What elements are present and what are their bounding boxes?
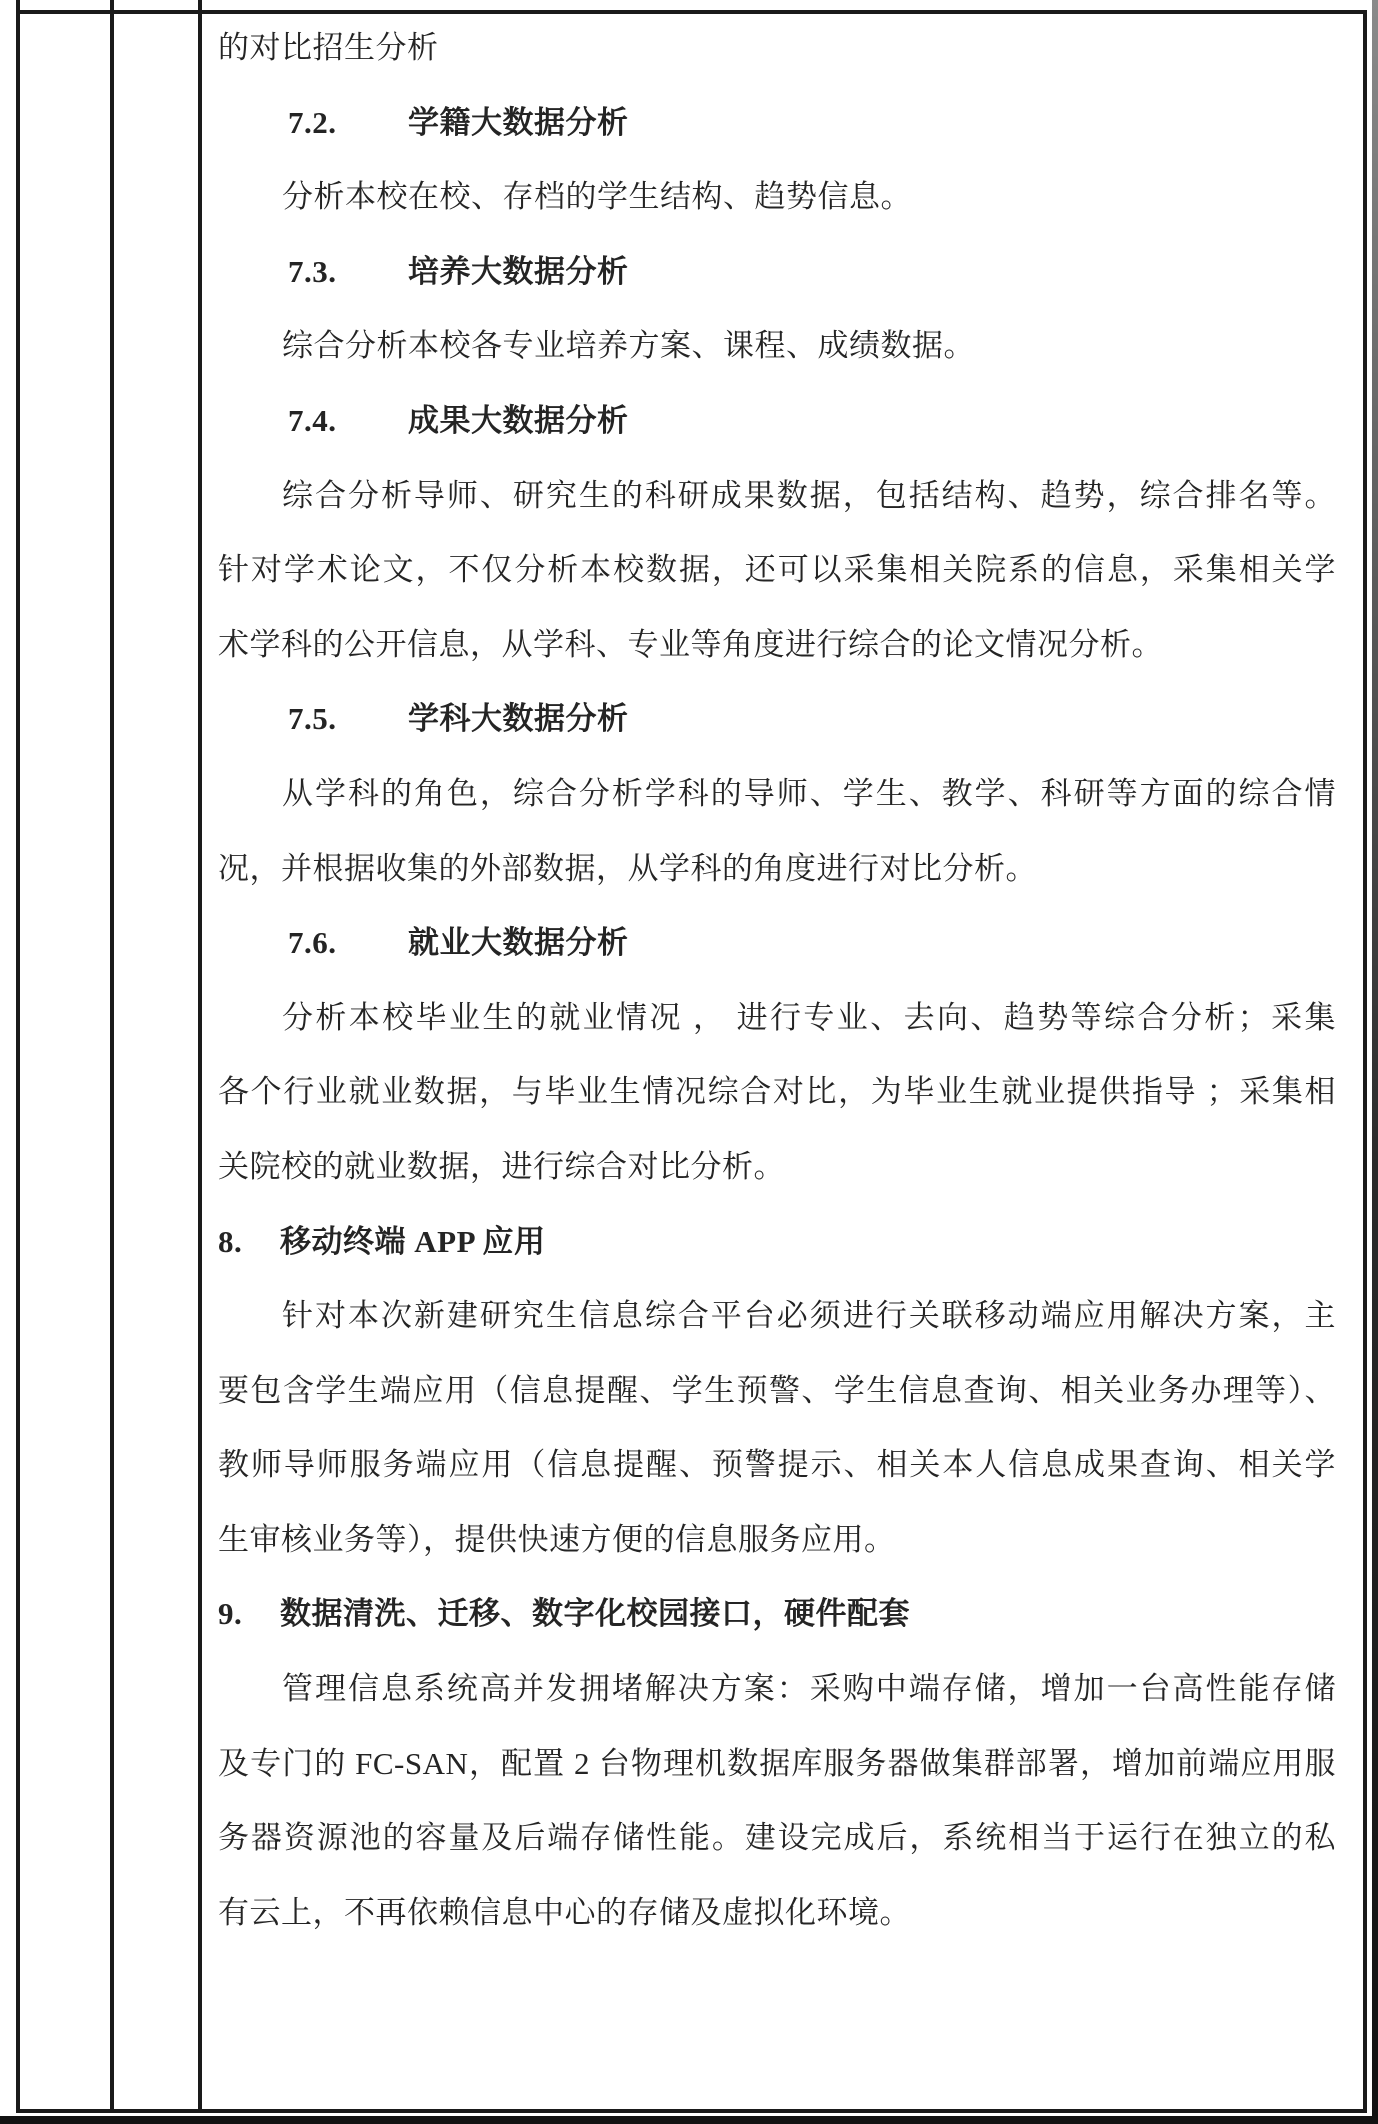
text-line: 的对比招生分析 xyxy=(218,30,439,65)
heading-label: 数据清洗、迁移、数字化校园接口，硬件配套 xyxy=(280,1596,910,1632)
text-line: 综合分析导师、研究生的科研成果数据，包括结构、趋势，综合排名等。 xyxy=(282,477,1336,513)
text-line: 有云上，不再依赖信息中心的存储及虚拟化环境。 xyxy=(218,1894,911,1930)
section-heading xyxy=(218,384,1336,459)
text-line: 管理信息系统高并发拥堵解决方案：采购中端存储，增加一台高性能存储 xyxy=(282,1671,1336,1707)
text-line: 各个行业就业数据，与毕业生情况综合对比，为毕业生就业提供指导 ；采集相 xyxy=(218,1074,1336,1110)
empty-cell-1 xyxy=(20,14,110,2109)
text-line: 分析本校在校、存档的学生结构、趋势信息。 xyxy=(282,179,912,215)
text-line: 况，并根据收集的外部数据，从学科的角度进行对比分析。 xyxy=(218,850,1037,886)
heading-number: 7.5. xyxy=(288,701,337,737)
heading-number: 9. xyxy=(218,1596,243,1632)
heading-number: 7.2. xyxy=(288,104,337,140)
section-heading xyxy=(218,682,1336,757)
heading-label: 就业大数据分析 xyxy=(408,925,629,961)
heading-number: 7.4. xyxy=(288,402,337,438)
text-line: 分析本校毕业生的就业情况 ， 进行专业、去向、趋势等综合分析；采集 xyxy=(282,999,1336,1035)
text-line: 针对学术论文，不仅分析本校数据，还可以采集相关院系的信息，采集相关学 xyxy=(218,552,1336,588)
heading-label: 成果大数据分析 xyxy=(408,402,629,438)
heading-label: 培养大数据分析 xyxy=(408,253,629,289)
text-line: 务器资源池的容量及后端存储性能。建设完成后，系统相当于运行在独立的私 xyxy=(218,1820,1336,1856)
content-cell xyxy=(218,11,1336,1950)
heading-number: 8. xyxy=(218,1223,243,1259)
scan-edge-bottom xyxy=(0,2116,1378,2124)
text-line: 术学科的公开信息，从学科、专业等角度进行综合的论文情况分析。 xyxy=(218,626,1163,662)
text-line: 关院校的就业数据，进行综合对比分析。 xyxy=(218,1148,785,1184)
column-divider-2 xyxy=(198,0,202,2113)
heading-label: 学籍大数据分析 xyxy=(408,104,629,140)
section-heading xyxy=(218,1577,1336,1652)
heading-label: 学科大数据分析 xyxy=(408,701,629,737)
heading-number: 7.3. xyxy=(288,253,337,289)
text-line: 综合分析本校各专业培养方案、课程、成绩数据。 xyxy=(282,328,975,364)
text-line: 教师导师服务端应用（信息提醒、预警提示、相关本人信息成果查询、相关学 xyxy=(218,1447,1336,1483)
text-line: 及专门的 FC-SAN，配置 2 台物理机数据库服务器做集群部署，增加前端应用服 xyxy=(218,1745,1336,1781)
section-heading xyxy=(218,1205,1336,1280)
heading-number: 7.6. xyxy=(288,925,337,961)
text-line: 要包含学生端应用（信息提醒、学生预警、学生信息查询、相关业务办理等）、 xyxy=(218,1372,1336,1408)
text-line: 生审核业务等），提供快速方便的信息服务应用。 xyxy=(218,1521,896,1557)
text-line: 从学科的角色，综合分析学科的导师、学生、教学、科研等方面的综合情 xyxy=(282,775,1336,811)
section-heading xyxy=(218,906,1336,981)
empty-cell-2 xyxy=(114,14,198,2109)
table-border-right xyxy=(1363,10,1367,2113)
section-heading xyxy=(218,235,1336,310)
heading-label: 移动终端 APP 应用 xyxy=(280,1223,546,1259)
section-heading xyxy=(218,86,1336,161)
table-border-bottom xyxy=(16,2109,1367,2113)
scan-edge-right xyxy=(1372,0,1378,2124)
text-line: 针对本次新建研究生信息综合平台必须进行关联移动端应用解决方案，主 xyxy=(282,1298,1336,1334)
